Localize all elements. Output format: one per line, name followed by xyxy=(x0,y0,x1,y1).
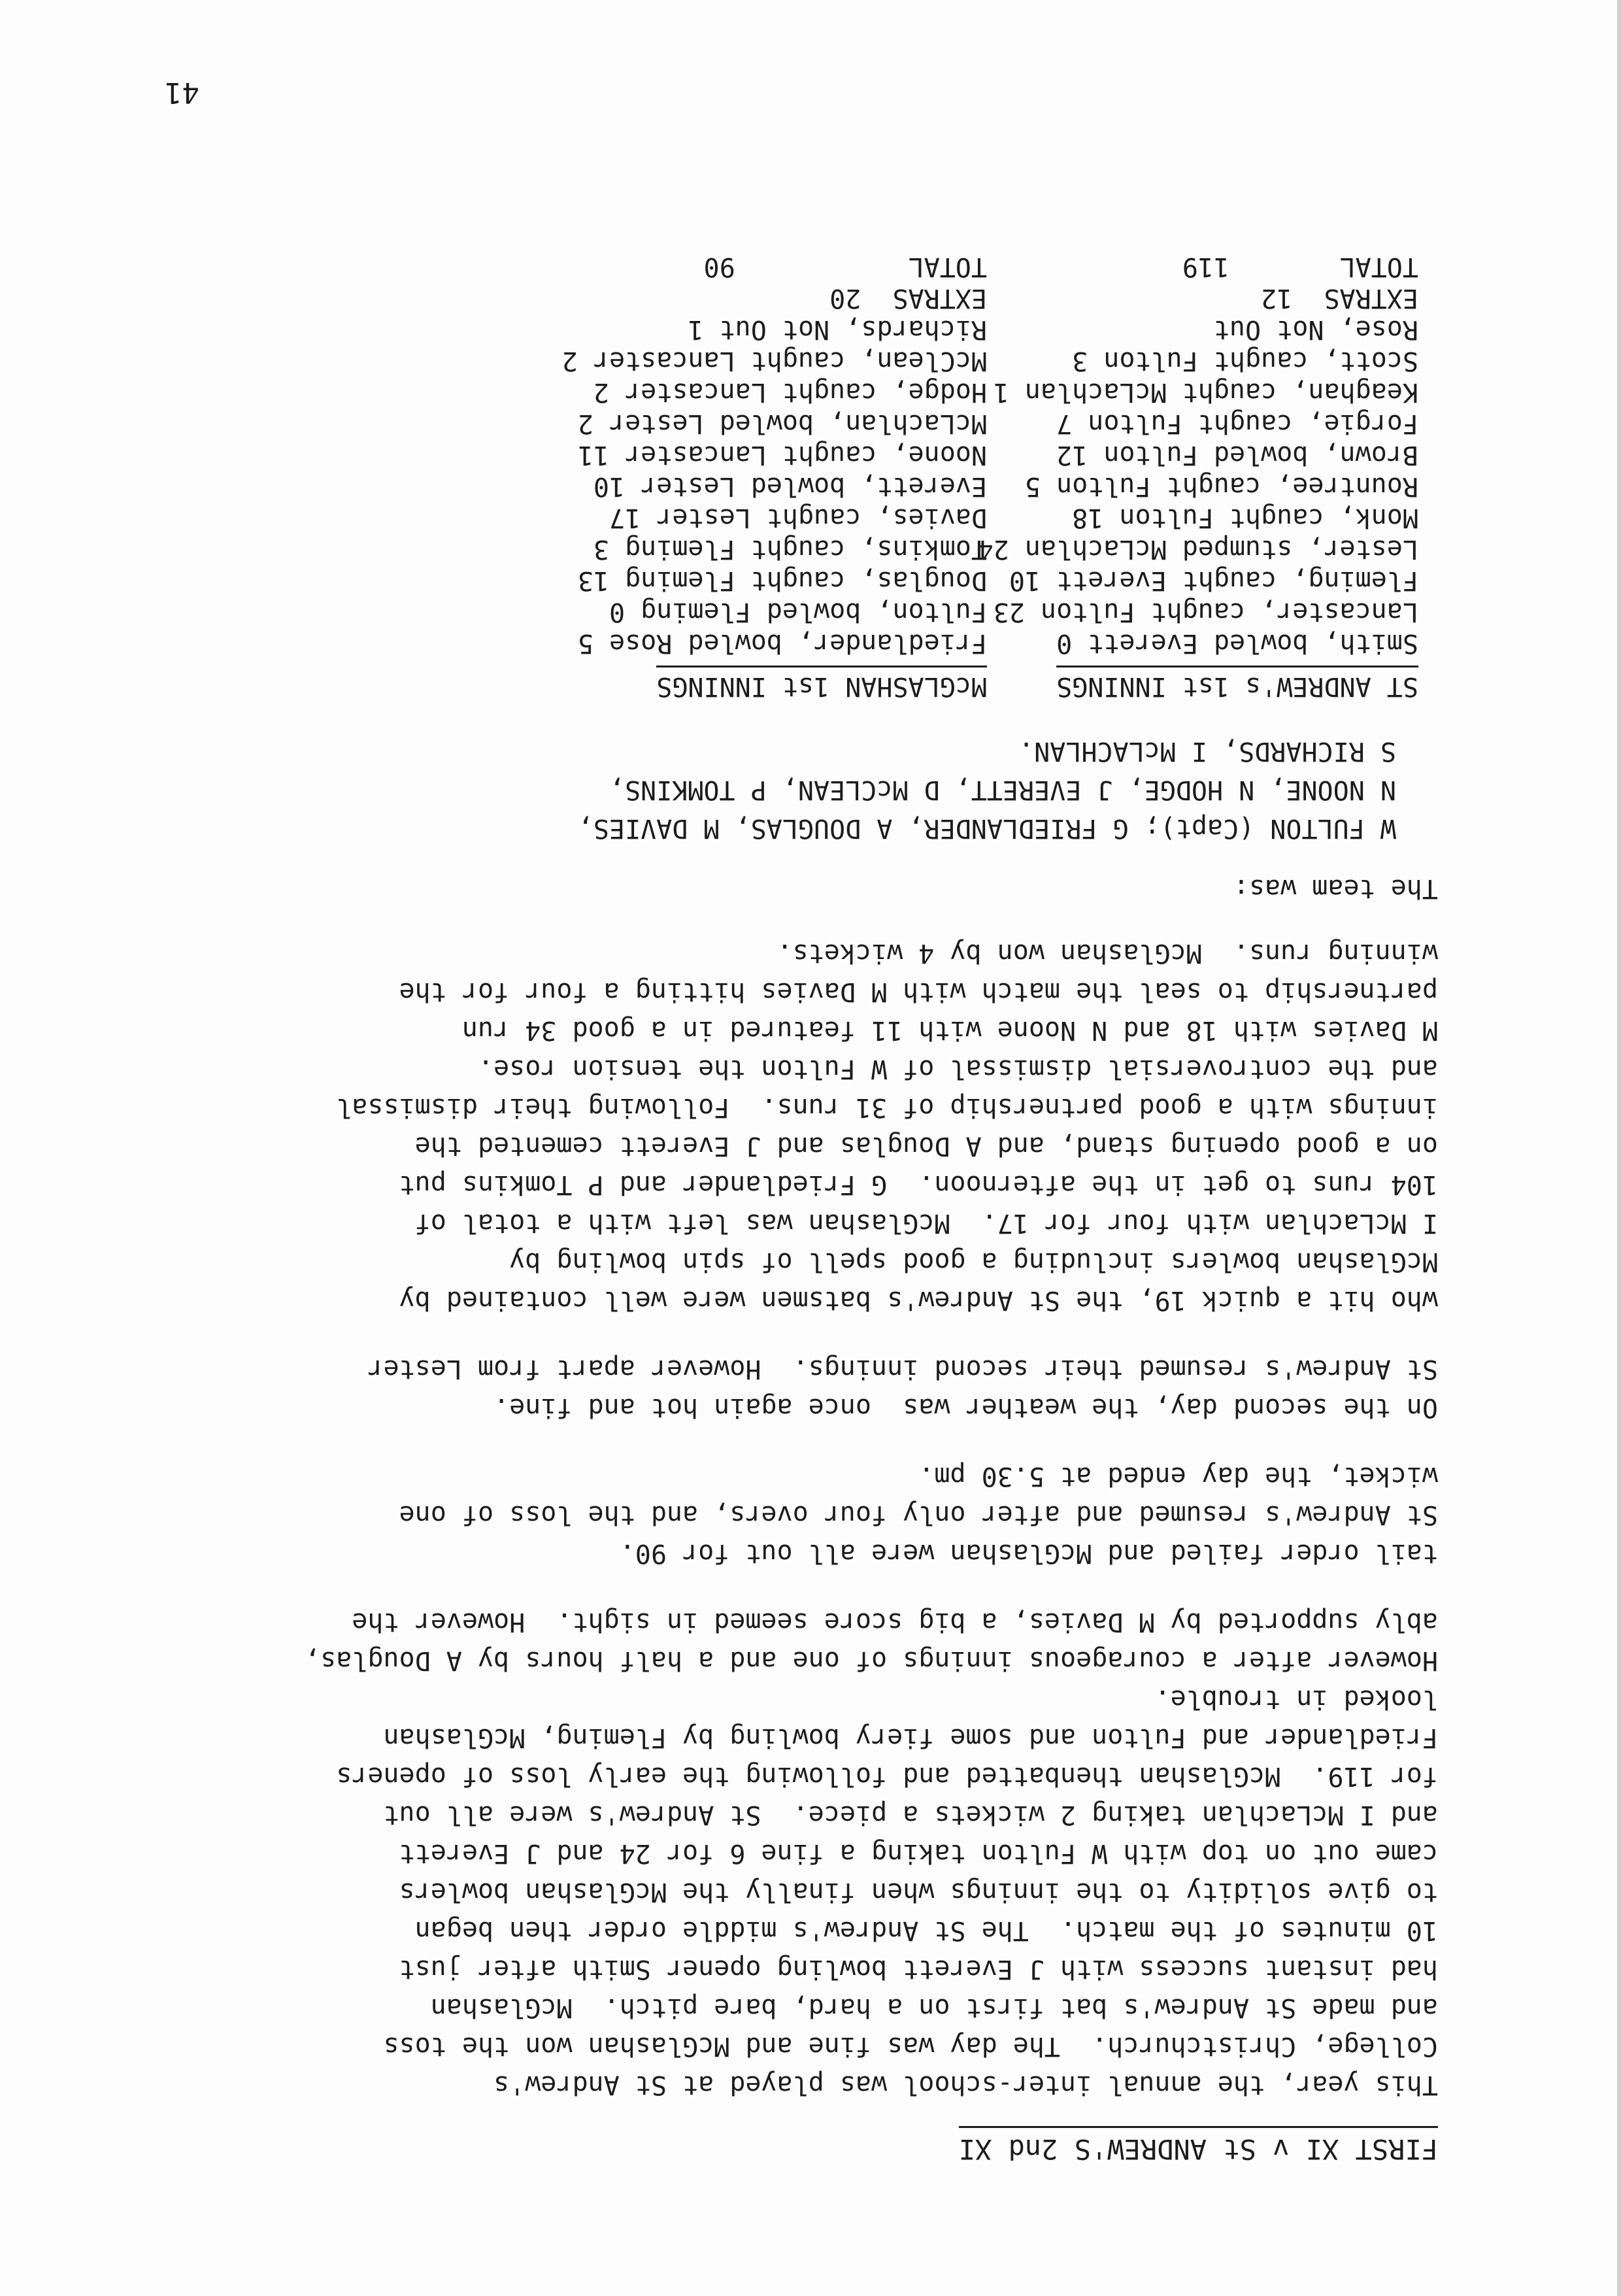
text-line: on a good opening stand, and A Douglas and J Everett cemented the xyxy=(414,1131,1438,1161)
batsman-entry: Richards, Not Out 1 xyxy=(688,314,987,345)
text-line: However after a courageous innings of one and a half hours by A Douglas, xyxy=(305,1646,1438,1676)
text-line: 10 minutes of the match. The St Andrew's middle order then began xyxy=(414,1916,1438,1946)
total-line: TOTAL 90 xyxy=(703,252,987,282)
text-line: came out on top with W Fulton taking a fine 6 for 24 and J Everett xyxy=(399,1838,1438,1868)
page-heading: FIRST XI v St ANDREW'S 2nd XI xyxy=(959,2126,1438,2165)
batsman-entry: Forgie, caught Fulton 7 xyxy=(1056,409,1418,439)
paragraph-2 xyxy=(131,1457,1438,1572)
paragraph-4 xyxy=(131,934,1438,1319)
scorecards xyxy=(131,251,1438,701)
batsman-entry: Fleming, caught Everett 10 xyxy=(1009,566,1418,596)
extras-line: EXTRAS 20 xyxy=(829,283,987,313)
text-line: St Andrew's resumed their second innings. However apart from Lester xyxy=(367,1354,1438,1384)
batsman-entry: Monk, caught Fulton 18 xyxy=(1072,503,1418,533)
extras-line: EXTRAS 12 xyxy=(1261,283,1418,313)
text-line: had instant success with J Everett bowling opener Smith after just xyxy=(399,1954,1438,1984)
batsman-entry: Keaghan, caught McLachlan 1 xyxy=(993,377,1418,407)
text-line: looked in trouble. xyxy=(1154,1684,1438,1714)
total-line: TOTAL 119 xyxy=(1182,252,1418,282)
text-line: I McLachlan with four for 17. McGlashan was left with a total of xyxy=(414,1208,1438,1238)
document-content xyxy=(131,251,1438,2165)
text-line: 104 runs to get in the afternoon. G Friedlander and P Tomkins put xyxy=(399,1170,1438,1200)
team-line: W FULTON (Capt); G FRIEDLANDER, A DOUGLAS, M DAVIES, xyxy=(577,813,1396,843)
batsman-entry: Lester, stumped McLachlan 24 xyxy=(977,534,1418,564)
innings-title: McGLASHAN 1st INNINGS xyxy=(656,666,987,701)
batsman-entry: Rose, Not Out xyxy=(1213,314,1418,345)
batsman-entry: Brown, bowled Fulton 12 xyxy=(1056,440,1418,470)
batsman-entry: Tomkins, caught Fleming 3 xyxy=(593,534,987,564)
batsman-entry: Davies, caught Lester 17 xyxy=(609,503,987,533)
mcglashan-innings xyxy=(561,251,987,701)
text-line: On the second day, the weather was once again hot and fine. xyxy=(493,1393,1438,1423)
text-line: College, Christchurch. The day was fine and McGlashan won the toss xyxy=(383,2031,1438,2061)
batsman-entry: McLachlan, bowled Lester 2 xyxy=(577,409,987,439)
batsman-entry: Smith, bowled Everett 0 xyxy=(1056,628,1418,658)
text-line: winning runs. McGlashan won by 4 wickets. xyxy=(777,938,1438,968)
page-number: 41 xyxy=(165,76,199,109)
batsman-entry: Douglas, caught Fleming 13 xyxy=(577,566,987,596)
batsman-entry: Lancaster, caught Fulton 23 xyxy=(993,597,1418,627)
team-list xyxy=(131,732,1396,847)
text-line: This year, the annual inter-school was played at St Andrew's xyxy=(493,2070,1438,2100)
paragraph-3 xyxy=(131,1349,1438,1427)
text-line: tail order failed and McGlashan were all out for 90. xyxy=(619,1538,1438,1568)
text-line: and made St Andrew's bat first on a hard, bare pitch. McGlashan xyxy=(430,1993,1438,2023)
text-line: M Davies with 18 and N Noone with 11 featured in a good 34 run xyxy=(461,1015,1438,1045)
text-line: St Andrew's resumed and after only four overs, and the loss of one xyxy=(399,1500,1438,1530)
text-line: for 119. McGlashan thenbatted and following the early loss of openers xyxy=(336,1761,1438,1791)
team-line: S RICHARDS, I McLACHLAN. xyxy=(1018,736,1396,766)
text-line: McGlashan bowlers including a good spell of spin bowling by xyxy=(509,1247,1438,1277)
text-line: wicket, the day ended at 5.30 pm. xyxy=(918,1461,1438,1491)
team-label: The team was: xyxy=(1233,873,1438,903)
batsman-entry: Hodge, caught Lancaster 2 xyxy=(593,377,987,407)
paragraph-1 xyxy=(131,1602,1438,2104)
batsman-entry: Friedlander, bowled Rose 5 xyxy=(577,628,987,658)
text-line: and the controversial dismissal of W Fulton the tension rose. xyxy=(477,1054,1438,1084)
st-andrews-innings xyxy=(977,251,1418,701)
team-line: N NOONE, N HODGE, J EVERETT, D McCLEAN, P TOMKINS, xyxy=(609,775,1396,805)
innings-title: ST ANDREW's 1st INNINGS xyxy=(1056,666,1418,701)
text-line: partnership to seal the match with M Davies hitting a four for the xyxy=(399,977,1438,1007)
batsman-entry: Everett, bowled Lester 10 xyxy=(593,471,987,501)
text-line: Friedlander and Fulton and some fiery bowling by Fleming, McGlashan xyxy=(383,1723,1438,1753)
text-line: who hit a quick 19, the St Andrew's batsmen were well contained by xyxy=(399,1285,1438,1315)
batsman-entry: Scott, caught Fulton 3 xyxy=(1072,346,1418,376)
batsman-entry: Noone, caught Lancaster 11 xyxy=(577,440,987,470)
batsman-entry: Fulton, bowled Fleming 0 xyxy=(609,597,987,627)
scan-edge xyxy=(1617,0,1621,2296)
text-line: to give solidity to the innings when finally the McGlashan bowlers xyxy=(399,1877,1438,1907)
text-line: ably supported by M Davies, a big score seemed in sight. However the xyxy=(352,1607,1438,1637)
batsman-entry: Rountree, caught Fulton 5 xyxy=(1024,471,1418,501)
text-line: and I McLachlan taking 2 wickets a piece. St Andrew's were all out xyxy=(383,1800,1438,1830)
batsman-entry: McClean, caught Lancaster 2 xyxy=(561,346,987,376)
text-line: innings with a good partnership of 31 runs. Following their dismissal xyxy=(336,1092,1438,1123)
